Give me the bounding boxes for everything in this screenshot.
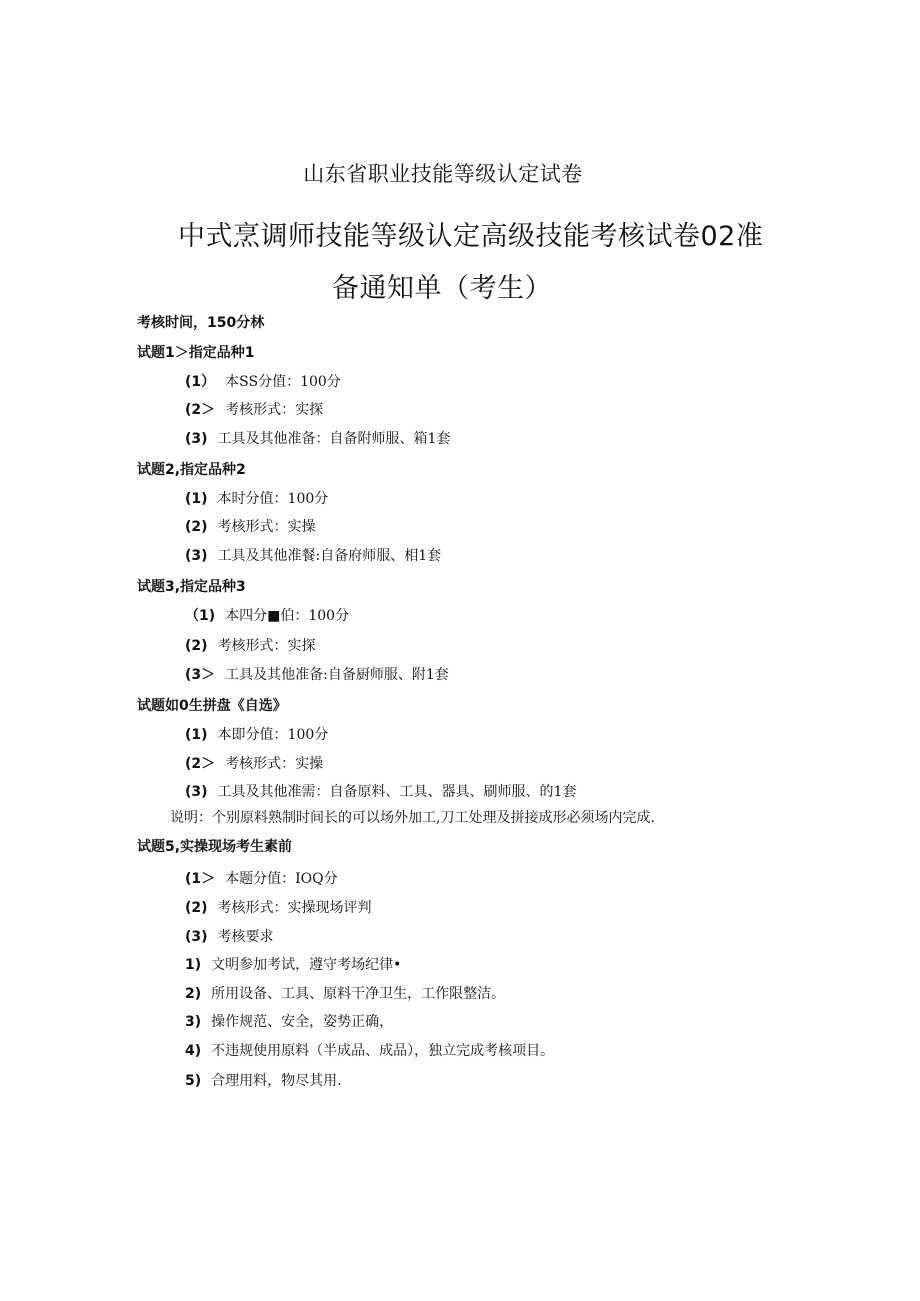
item-text: 本即分值：100分: [217, 727, 329, 743]
section-3-item-2: [185, 636, 316, 656]
item-number: (3): [185, 548, 208, 564]
section-3-item-3: [185, 665, 449, 685]
item-text: 考核形式：实探: [217, 638, 316, 654]
requirement-text: 合理用料，物尽其用.: [211, 1073, 342, 1089]
requirement-text: 不违规使用原料（半成品、成品），独立完成考核项目。: [211, 1043, 555, 1059]
requirement-2: [185, 984, 505, 1004]
requirement-text: 文明参加考试，遵守考场纪律•: [211, 957, 402, 973]
item-text: 考核形式：实探: [225, 402, 324, 418]
org-title: 山东省职业技能等级认定试卷: [303, 162, 583, 186]
item-number: (1＞: [185, 871, 216, 887]
section-1-item-3: [185, 429, 450, 449]
section-4-item-3: [185, 782, 576, 802]
item-text: 考核形式：实操现场评判: [217, 900, 372, 916]
requirement-4: [185, 1041, 554, 1061]
item-text: 考核要求: [217, 929, 274, 945]
item-number: (3): [185, 431, 208, 447]
item-text: 工具及其他准需：自备原料、工具、器具、刷师服、的1套: [217, 784, 577, 800]
section-3-heading: 试题3,指定品种3: [137, 579, 246, 595]
section-5-item-3: [185, 927, 274, 947]
item-number: (1): [185, 491, 208, 507]
item-text: 考核形式：实操: [217, 519, 316, 535]
requirement-number: 2): [185, 986, 202, 1002]
item-number: (2＞: [185, 402, 216, 418]
section-2-heading: 试题2,指定品种2: [137, 462, 246, 478]
item-number: (3): [185, 929, 208, 945]
item-text: 本题分值：IOQ分: [225, 871, 338, 887]
document-title-line-2: 备通知单（考生）: [332, 273, 552, 304]
item-number: (2): [185, 900, 208, 916]
section-2-item-2: [185, 517, 316, 537]
requirement-text: 所用设备、工具、原料干净卫生，工作限整洁。: [211, 986, 506, 1002]
section-1-item-2: [185, 400, 323, 420]
requirement-3: [185, 1012, 393, 1032]
section-5-item-2: [185, 898, 372, 918]
section-2-item-1: [185, 489, 328, 509]
section-4-heading: 试题如0生拼盘《自选》: [137, 698, 287, 714]
item-text: 本SS分值：100分: [225, 374, 341, 390]
requirement-number: 5): [185, 1073, 202, 1089]
section-2-item-3: [185, 546, 441, 566]
section-4-note: 说明：个别原料熟制时间长的可以场外加工,刀工处理及拼接成形必须场内完成.: [170, 810, 655, 826]
section-1-heading: 试题1＞指定品种1: [137, 345, 255, 361]
item-text: 工具及其他准餐:自备府师服、相1套: [217, 548, 442, 564]
requirement-number: 1): [185, 957, 202, 973]
item-number: (2): [185, 519, 208, 535]
section-4-item-1: [185, 725, 328, 745]
requirement-number: 4): [185, 1043, 202, 1059]
section-1-item-1: [185, 372, 341, 392]
section-5-item-1: [185, 869, 338, 889]
requirement-1: [185, 955, 401, 975]
section-3-item-1: [185, 606, 349, 626]
item-number: (2): [185, 638, 208, 654]
item-text: 本时分值：100分: [217, 491, 329, 507]
requirement-number: 3): [185, 1014, 202, 1030]
item-text: 工具及其他准备：自备附师服、箱1套: [217, 431, 451, 447]
item-number: (1）: [185, 374, 216, 390]
requirement-5: [185, 1071, 342, 1091]
section-5-heading: 试题5,实操现场考生素前: [137, 839, 293, 855]
item-text: 本四分■伯：100分: [225, 608, 350, 624]
item-number: (3): [185, 784, 208, 800]
section-4-item-2: [185, 754, 323, 774]
exam-time: 考核时间，150分林: [137, 315, 265, 331]
item-number: (3＞: [185, 667, 216, 683]
item-text: 工具及其他准备:自备厨师服、附1套: [225, 667, 449, 683]
item-text: 考核形式：实操: [225, 756, 324, 772]
item-number: (1): [185, 727, 208, 743]
item-number: (2＞: [185, 756, 216, 772]
item-number: （1): [185, 608, 216, 624]
requirement-text: 操作规范、安全，姿势正确，: [211, 1014, 394, 1030]
document-title-line-1: 中式烹调师技能等级认定高级技能考核试卷02准: [178, 221, 764, 252]
